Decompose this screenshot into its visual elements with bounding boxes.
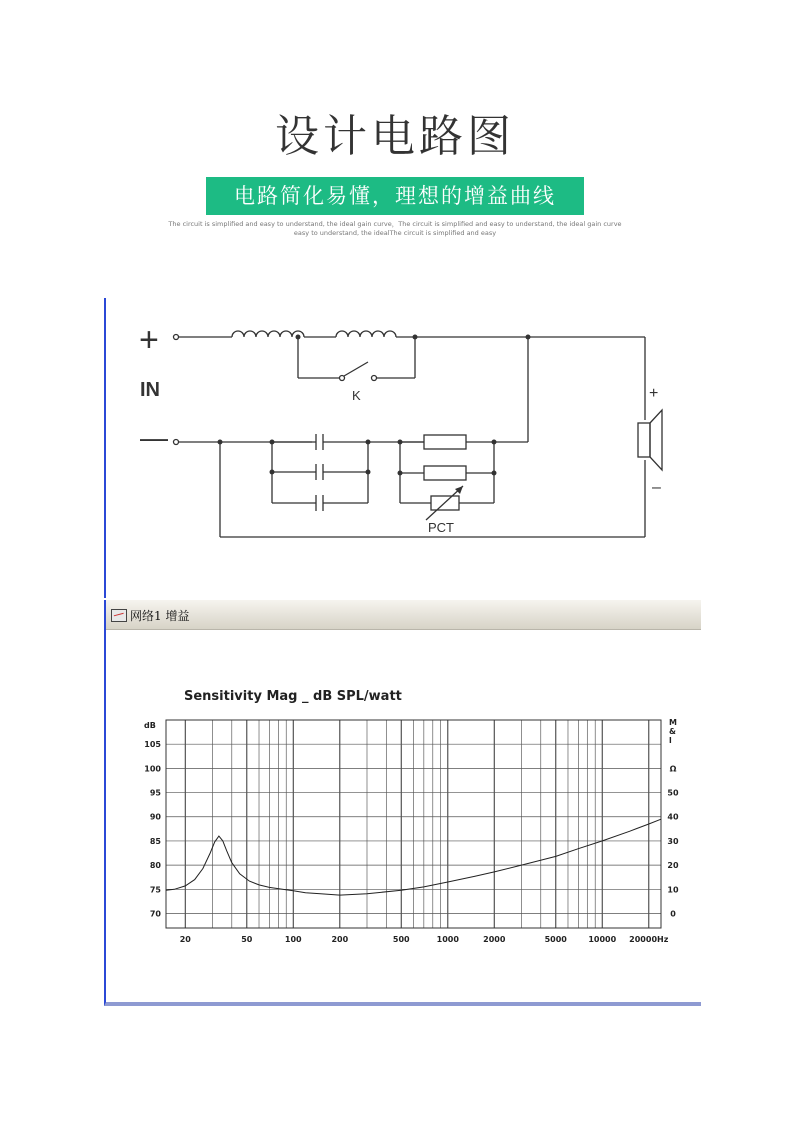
circuit-diagram — [106, 300, 686, 560]
switch-contact-right — [372, 376, 377, 381]
input-minus-sign: — — [140, 422, 168, 453]
window-title: 网络1 增益 — [130, 609, 190, 623]
pct-label: PCT — [428, 520, 454, 535]
switch-blade — [344, 362, 368, 376]
speaker-minus-sign: – — [652, 479, 661, 496]
banner-heading: 电路简化易懂，理想的增益曲线 — [206, 177, 584, 215]
x-tick-label: 500 — [392, 935, 410, 944]
speaker-cone — [650, 410, 662, 470]
right-axis-label — [669, 718, 677, 745]
window-title-bar[interactable] — [106, 600, 701, 630]
x-tick-label: 5000 — [544, 935, 567, 944]
speaker-plus-sign: + — [649, 385, 659, 402]
y-tick-label: 85 — [149, 836, 161, 846]
input-plus-terminal — [174, 335, 179, 340]
x-tick-label: 1000 — [436, 935, 459, 944]
y-tick-label: 75 — [149, 885, 161, 895]
x-tick-label: 2000 — [483, 935, 506, 944]
right-tick-label: 50 — [667, 788, 679, 798]
right-tick-label: 20 — [667, 861, 679, 871]
y-tick-label: 70 — [149, 909, 161, 919]
svg-text:&: & — [669, 727, 676, 736]
resistor-1 — [424, 435, 466, 449]
chart-window-icon — [111, 609, 127, 622]
x-tick-label: 100 — [284, 935, 302, 944]
right-tick-label: 0 — [670, 909, 676, 919]
speaker-body — [638, 423, 650, 457]
resistor-2 — [424, 466, 466, 480]
x-tick-label: 50 — [241, 935, 253, 944]
input-plus-sign: + — [139, 321, 159, 359]
input-minus-terminal — [174, 440, 179, 445]
right-tick-label: Ω — [669, 764, 677, 774]
svg-text:l: l — [669, 736, 672, 745]
input-label: IN — [140, 379, 160, 401]
inductor-2 — [336, 331, 396, 337]
right-tick-label: 30 — [667, 836, 679, 846]
svg-text:M: M — [669, 718, 677, 727]
inductor-1 — [232, 331, 304, 337]
y-tick-label: 100 — [144, 764, 161, 774]
right-tick-label: 40 — [667, 812, 679, 822]
y-tick-label: 105 — [144, 740, 161, 750]
x-tick-label: 200 — [331, 935, 349, 944]
x-tick-label: 20 — [179, 935, 191, 944]
x-tick-label: 10000 — [588, 935, 617, 944]
subtitle-line-1: The circuit is simplified and easy to understand, the ideal gain curve，The circuit is simplified and easy to understand, the ideal gain curve — [168, 220, 622, 228]
sensitivity-chart — [106, 670, 686, 950]
subtitle-text — [150, 220, 640, 238]
y-tick-label: 90 — [149, 812, 161, 822]
y-tick-label: 80 — [149, 861, 161, 871]
y-axis-label: dB — [144, 721, 156, 730]
subtitle-line-2: easy to understand, the idealThe circuit is simplified and easy — [293, 229, 497, 237]
switch-contact-left — [340, 376, 345, 381]
chart-title: Sensitivity Mag _ dB SPL/watt — [184, 689, 402, 704]
x-tick-label: 20000Hz — [629, 935, 669, 944]
right-tick-label: 10 — [667, 885, 679, 895]
y-tick-label: 95 — [149, 788, 161, 798]
page-title: 设计电路图 — [275, 111, 515, 162]
switch-label: K — [352, 388, 361, 403]
